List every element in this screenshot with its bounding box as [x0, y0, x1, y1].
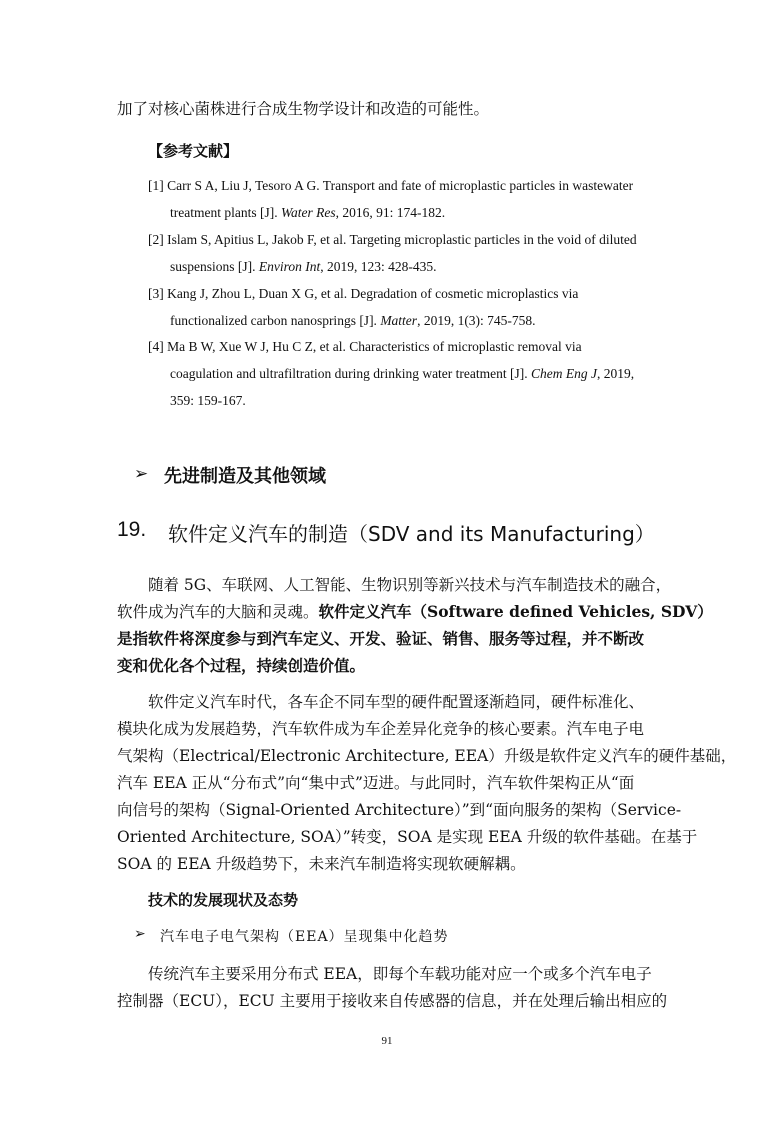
reference-3-line2: functionalized carbon nanosprings [J]. Matter, 2019, 1(3): 745-758. [170, 313, 536, 328]
chapter-number: 19. [117, 518, 147, 541]
journal-name: Matter [380, 313, 418, 328]
paragraph-2-line: 气架构（Electrical/Electronic Architecture, EEA）升级是软件定义汽车的硬件基础， [117, 747, 737, 765]
bullet-text: 汽车电子电气架构（EEA）呈现集中化趋势 [160, 929, 449, 945]
reference-4-line2: coagulation and ultrafiltration during drinking water treatment [J]. Chem Eng J, 2019, [170, 366, 635, 381]
bullet-arrow-icon: ➢ [134, 926, 146, 942]
intro-line: 加了对核心菌株进行合成生物学设计和改造的可能性。 [117, 100, 490, 118]
paragraph-1-line2: 软件成为汽车的大脑和灵魂。软件定义汽车（Software defined Vehicles, SDV） [117, 602, 713, 621]
reference-3-line1: [3] Kang J, Zhou L, Duan X G, et al. Degradation of cosmetic microplastics via [148, 286, 579, 301]
reference-1-line1: [1] Carr S A, Liu J, Tesoro A G. Transport and fate of microplastic particles in wastewater [148, 178, 634, 193]
paragraph-2-line: 汽车 EEA 正从“分布式”向“集中式”迈进。与此同时，汽车软件架构正从“面 [117, 774, 635, 792]
subheading: 技术的发展现状及态势 [148, 891, 299, 909]
paragraph-2-line: Oriented Architecture, SOA）”转变，SOA 是实现 EEA 升级的软件基础。在基于 [117, 828, 698, 846]
reference-4-line3: 359: 159-167. [170, 393, 246, 408]
paragraph-2-line: 软件定义汽车时代，各车企不同车型的硬件配置逐渐趋同，硬件标准化、 [148, 693, 645, 711]
paragraph-1-line4: 变和优化各个过程，持续创造价值。 [117, 656, 366, 675]
sdv-definition-bold: 软件定义汽车（Software defined Vehicles, SDV） [318, 602, 713, 621]
journal-name: Water Res [280, 205, 336, 220]
reference-4-line1: [4] Ma B W, Xue W J, Hu C Z, et al. Characteristics of microplastic removal via [148, 339, 582, 354]
reference-2-line2: suspensions [J]. Environ Int, 2019, 123: 428-435. [170, 259, 437, 274]
paragraph-2-line: SOA 的 EEA 升级趋势下，未来汽车制造将实现软硬解耦。 [117, 855, 526, 873]
paragraph-3-line1: 传统汽车主要采用分布式 EEA，即每个车载功能对应一个或多个汽车电子 [148, 965, 652, 983]
paragraph-2-line: 模块化成为发展趋势，汽车软件成为车企差异化竞争的核心要素。汽车电子电 [117, 720, 645, 738]
section-title: 先进制造及其他领域 [164, 466, 326, 487]
section-arrow-icon: ➢ [134, 464, 149, 484]
paragraph-3-line2: 控制器（ECU），ECU 主要用于接收来自传感器的信息，并在处理后输出相应的 [117, 992, 668, 1010]
paragraph-2-line: 向信号的架构（Signal-Oriented Architecture）”到“面向服务的架构（Service- [117, 801, 682, 819]
chapter-title: 软件定义汽车的制造（SDV and its Manufacturing） [168, 522, 655, 546]
paragraph-1-line1: 随着 5G、车联网、人工智能、生物识别等新兴技术与汽车制造技术的融合， [148, 576, 672, 594]
references-heading: 【参考文献】 [148, 142, 239, 160]
journal-name: Chem Eng J [531, 366, 597, 381]
journal-name: Environ Int [258, 259, 321, 274]
page-number: 91 [381, 1035, 393, 1047]
paragraph-1-line3: 是指软件将深度参与到汽车定义、开发、验证、销售、服务等过程，并不断改 [117, 629, 645, 648]
reference-2-line1: [2] Islam S, Apitius L, Jakob F, et al. Targeting microplastic particles in the void of diluted [148, 232, 637, 247]
reference-1-line2: treatment plants [J]. Water Res, 2016, 91: 174-182. [170, 205, 446, 220]
